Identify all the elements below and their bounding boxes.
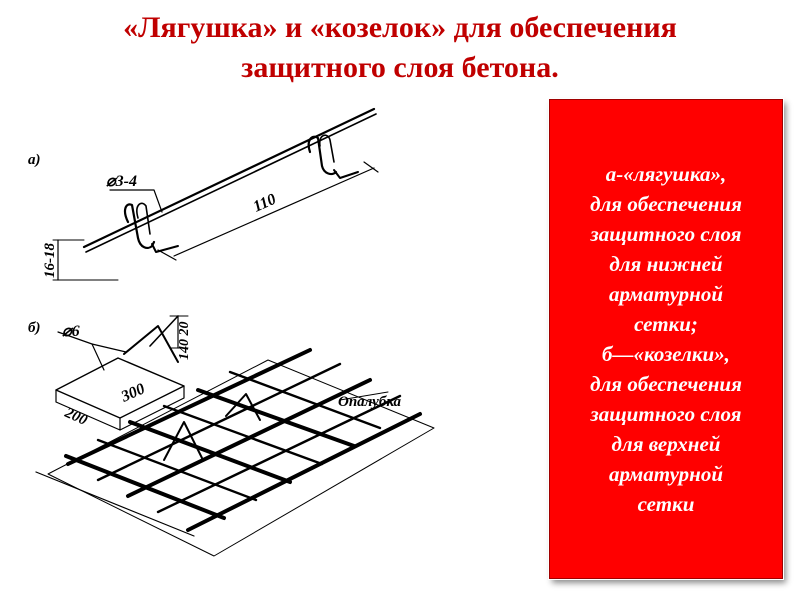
- legend-line: сетки: [637, 492, 695, 516]
- frog-length-label: 110: [250, 190, 279, 216]
- legend-line: а-«лягушка»,: [605, 162, 727, 186]
- legend-line: б—«козелки»,: [602, 342, 730, 366]
- slide-title: [0, 8, 800, 88]
- frog-spacer-drawing: [53, 109, 378, 280]
- legend-line: для обеспечения: [590, 192, 742, 216]
- goat-height-label: 140 20: [177, 321, 192, 360]
- legend-line: для обеспечения: [590, 372, 742, 396]
- slide-title-line-1: «Лягушка» и «козелок» для обеспечения: [123, 11, 677, 44]
- diagram-drawing: [28, 100, 548, 590]
- part-a-label: а): [28, 152, 41, 168]
- part-b-label: б): [28, 320, 41, 336]
- goat-width-label: 200: [62, 405, 90, 429]
- legend-line: арматурной: [608, 462, 724, 486]
- legend-line: защитного слоя: [590, 222, 742, 246]
- legend-line: для нижней: [609, 252, 723, 276]
- legend-line: защитного слоя: [590, 402, 742, 426]
- goat-spacer-drawing: [36, 316, 434, 556]
- legend-callout: [549, 99, 783, 579]
- slide-title-line-2: защитного слоя бетона.: [241, 51, 559, 84]
- goat-diameter-label: ⌀6: [62, 323, 80, 340]
- frog-height-label: 16-18: [42, 243, 58, 278]
- frog-diameter-label: ⌀3-4: [106, 173, 137, 190]
- legend-line: арматурной: [608, 282, 724, 306]
- formwork-label: Опалубка: [338, 394, 402, 410]
- reinforcement-diagram: [28, 100, 548, 590]
- legend-line: для верхней: [611, 432, 721, 456]
- goat-length-label: 300: [118, 380, 148, 406]
- legend-text: [582, 159, 750, 519]
- legend-line: сетки;: [634, 312, 698, 336]
